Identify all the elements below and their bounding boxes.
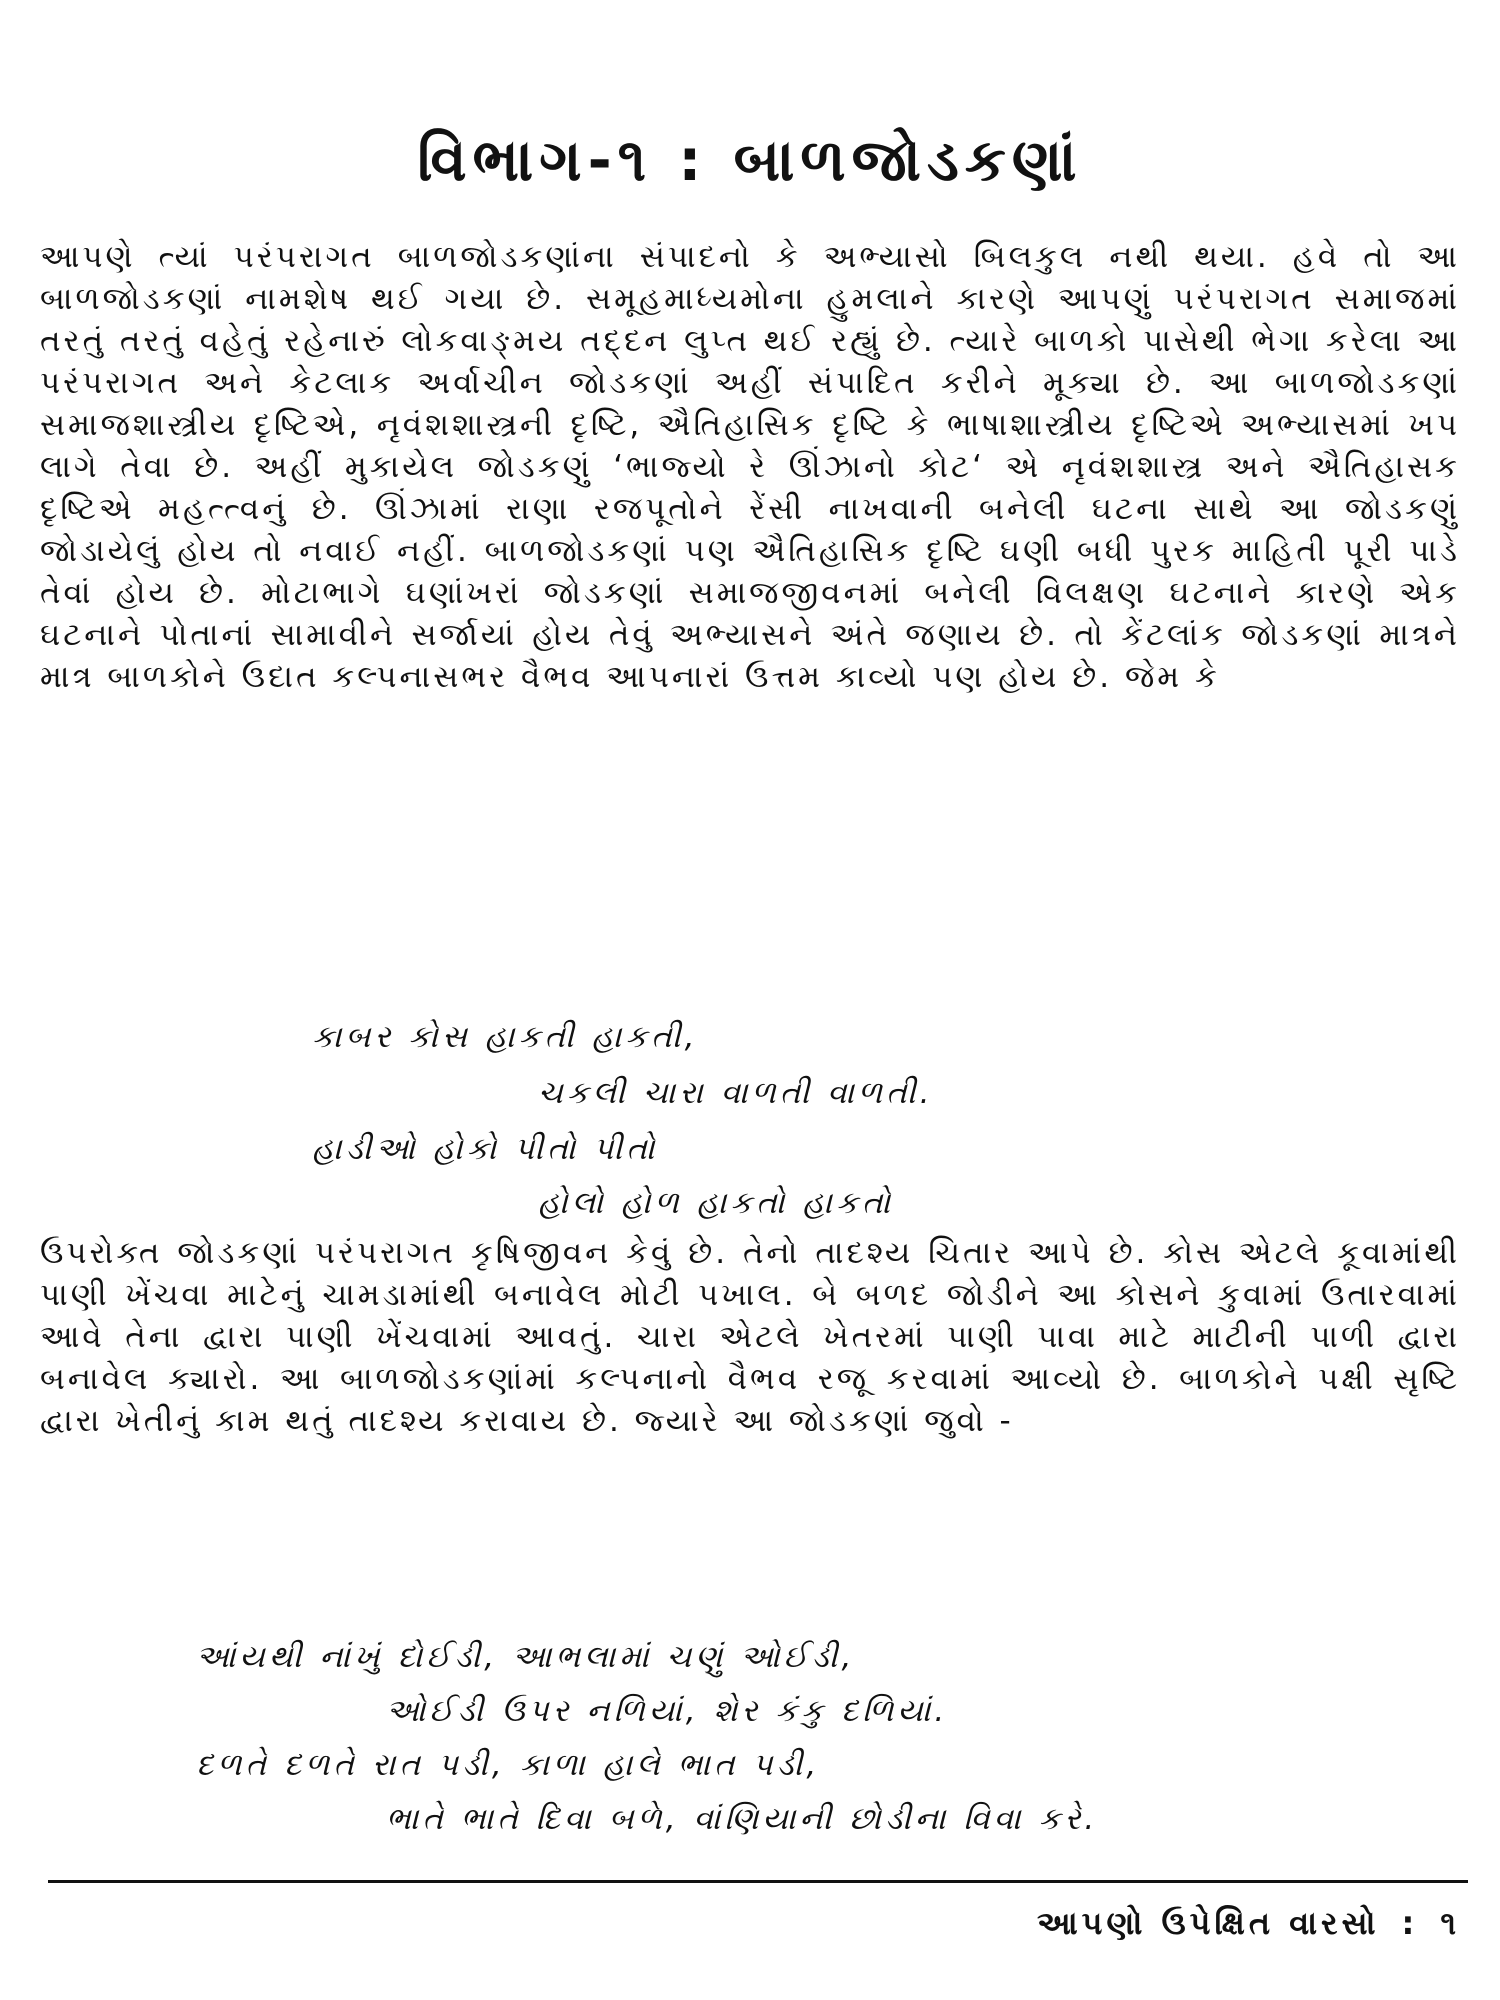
verse-line: ભાતે ભાતે દિવા બળે, વાંણિયાની છોડીના વિવા કરે. [386,1801,1099,1837]
footer-divider [48,1880,1468,1883]
verse-line: ઓઈડી ઉપર નળિયાં, શેર કંકુ દળિયાં. [386,1693,949,1729]
book-title: આપણો ઉપેક્ષિત વારસો [1036,1904,1380,1942]
paragraph-intro: આપણે ત્યાં પરંપરાગત બાળજોડકણાંના સંપાદનો કે અભ્યાસો બિલકુલ નથી થયા. હવે તો આ બાળજોડકણાં નામશેષ થઈ ગયા છે. સમૂહમાધ્યમોના હુમલાને કારણે આપણું પરંપરાગત સમાજમાં તરતું તરતું વહેતું રહેનારું લોકવાઙ્મય તદ્દન લુપ્ત થઈ રહ્યું છે. ત્યારે બાળકો પાસેથી ભેગા કરેલા આ પરંપરાગત અને કેટલાક અર્વાચીન જોડકણાં અહીં સંપાદિત કરીને મૂક્યા છે. આ બાળજોડકણાં સમાજશાસ્ત્રીય દૃષ્ટિએ, નૃવંશશાસ્ત્રની દૃષ્ટિ, ઐતિહાસિક દૃષ્ટિ કે ભાષાશાસ્ત્રીય દૃષ્ટિએ અભ્યાસમાં ખપ લાગે તેવા છે. અહીં મુકાયેલ જોડકણું ‘ભાજ્યો રે ઊંઝાનો કોટ‘ એ નૃવંશશાસ્ત્ર અને ઐતિહાસક દૃષ્ટિએ મહત્ત્વનું છે. ઊંઝામાં રાણા રજપૂતોને રેંસી નાખવાની બનેલી ઘટના સાથે આ જોડકણું જોડાયેલું હોય તો નવાઈ નહીં. બાળજોડકણાં પણ ઐતિહાસિક દૃષ્ટિ ઘણી બધી પુરક માહિતી પૂરી પાડે તેવાં હોય છે. મોટાભાગે ઘણાંખરાં જોડકણાં સમાજજીવનમાં બનેલી વિલક્ષણ ઘટનાને કારણે એક ઘટનાને પોતાનાં સામાવીને સર્જાયાં હોય તેવું અભ્યાસને અંતે જણાય છે. તો કેંટલાંક જોડકણાં માત્રને માત્ર બાળકોને ઉદાત કલ્પનાસભર વૈભવ આપનારાં ઉત્તમ કાવ્યો પણ હોય છે. જેમ કે [40,239,1460,695]
verse-line: ચકલી ચારા વાળતી વાળતી. [538,1075,934,1111]
page-footer [1037,1904,1460,1943]
verse-line: હોલો હોળ હાકતો હાકતો [538,1185,895,1221]
footer-separator: : [1401,1904,1419,1942]
verse-line: દળતે દળતે રાત પડી, કાળા હાલે ભાત પડી, [196,1747,821,1783]
page-number: ૧ [1440,1904,1460,1942]
verse-line: હાડીઓ હોકો પીતો પીતો [312,1131,659,1167]
verse-line: કાબર કોસ હાકતી હાકતી, [312,1019,699,1055]
section-title: વિભાગ-૧ : બાળજોડકણાં [417,126,1083,194]
paragraph-commentary: ઉપરોક્ત જોડકણાં પરંપરાગત કૃષિજીવન કેવું છે. તેનો તાદશ્ય ચિતાર આપે છે. કોસ એટલે કૂવામાંથી પાણી ખેંચવા માટેનું ચામડામાંથી બનાવેલ મોટી પખાલ. બે બળદ જોડીને આ કોસને કુવામાં ઉતારવામાં આવે તેના દ્વારા પાણી ખેંચવામાં આવતું. ચારા એટલે ખેતરમાં પાણી પાવા માટે માટીની પાળી દ્વારા બનાવેલ ક્યારો. આ બાળજોડકણાંમાં કલ્પનાનો વૈભવ રજૂ કરવામાં આવ્યો છે. બાળકોને પક્ષી સૃષ્ટિ દ્વારા ખેતીનું કામ થતું તાદશ્ય કરાવાય છે. જ્યારે આ જોડકણાં જુવો - [40,1235,1460,1439]
verse-line: આંયથી નાંખું દોઈડી, આભલામાં ચણું ઓઈડી, [196,1639,856,1675]
